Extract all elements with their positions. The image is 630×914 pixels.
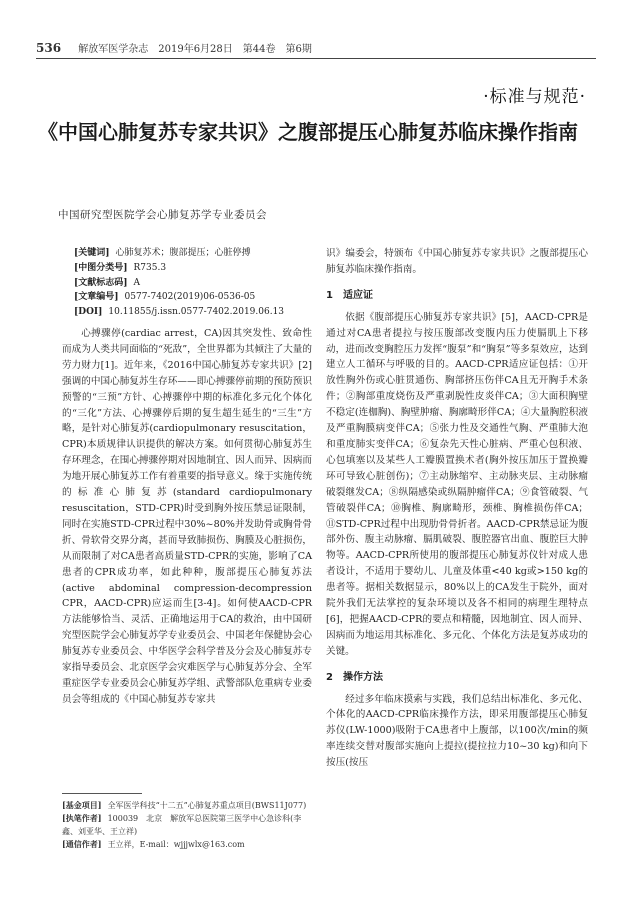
fund-note: [基金项目] 全军医学科技“十二五”心肺复苏重点项目(BWS11J077) [62, 800, 307, 810]
intro-paragraph: 心搏骤停(cardiac arrest，CA)因其突发性、致命性而成为人类共同面临的“死敌”，全世界都为其倾注了大量的劳力财力[1]。近年来，《2016中国心肺复苏专家共识》[2]强调的中国心肺复苏生存环——即心搏骤停前期的预防预识预警的“三预”方针、心搏骤停中期的标准化多元化个体化的“三化”方法、心搏骤停后期的复生超生延生的“三生”方略，是针对心肺复苏(cardiopulmonary resuscitation，CPR)本质规律认识提供的解决方案。如何贯彻心肺复苏生存环理念，在围心搏骤停期对因地制宜、因人而异、因病而为地开展心肺复苏工作有着重要的指导意义。缘于实施传统的标准心肺复苏(standard cardiopulmonary resuscitation，STD-CPR)时受到胸外按压禁忌证限制，同时在实施STD-CPR过程中30%~80%并发助骨或胸骨骨折、骨软骨交界分离，甚而导致肺损伤、胸膜及心脏损伤，从而限制了对CA患者高质量STD-CPR的实施，影响了CA患者的CPR成功率，如此种种，腹部提压心肺复苏法(active abdominal compression-decompression CPR，AACD-CPR)应运而生[3-4]。如何使AACD-CPR方法能够恰当、灵活、正确地运用于CA的救治，由中国研究型医院学会心肺复苏学专业委员会、中国老年保健协会心肺复苏专业委员会、中华医学会科学普及分会及心肺复苏专家指导委员会、北京医学会灾难医学与心肺复苏分会、全军重症医学专业委员会心肺复苏学组、武警部队危重病专业委员会等组成的《中国心肺复苏专家共 [62, 328, 312, 705]
author-group: 中国研究型医院学会心肺复苏学专业委员会 [58, 209, 267, 221]
body-column-left [62, 326, 312, 708]
methods-paragraph: 经过多年临床摸索与实践，我们总结出标准化、多元化、个体化的AACD-CPR临床操作方法，即采用腹部提压心肺复苏仪(LW-1000)吸附于CA患者中上腹部，以100次/min的频率连续交替对腹部实施向上提拉(提拉拉力10~30 kg)和向下按压(按压 [326, 693, 588, 769]
section-heading-indications: 1 适应证 [326, 289, 373, 301]
indications-paragraph: 依据《腹部提压心肺复苏专家共识》[5]，AACD-CPR是通过对CA患者提拉与按压腹部改变腹内压力使膈肌上下移动，进而改变胸腔压力发挥“腹泵”和“胸泵”等多泵效应，达到建立人工循环与呼吸的目的。AACD-CPR适应证包括：①开放性胸外伤或心脏贯通伤、胸部挤压伤伴CA且无开胸手术条件；②胸部重度烧伤及严重剥脱性皮炎伴CA；③大面积胸壁不稳定(连枷胸)、胸壁肿瘤、胸廓畸形伴CA；④大量胸腔积液及严重胸膜病变伴CA；⑤张力性及交通性气胸、严重肺大泡和重度肺实变伴CA；⑥复杂先天性心脏病、严重心包积液、心包填塞以及某些人工瓣膜置换术者(胸外按压加压于置换瓣环可导致心脏创伤)；⑦主动脉缩窄、主动脉夹层、主动脉瘤破裂继发CA；⑧纵隔感染或纵隔肿瘤伴CA；⑨食管破裂、气管破裂伴CA；⑩胸椎、胸廓畸形，颈椎、胸椎损伤伴CA；⑪STD-CPR过程中出现肋骨骨折者。AACD-CPR禁忌证为腹部外伤、腹主动脉瘤、膈肌破裂、腹腔器官出血、腹腔巨大肿物等。AACD-CPR所使用的腹部提压心肺复苏仪针对成人患者设计，不适用于婴幼儿、儿童及体重<40 kg或>150 kg的患者等。据相关数据显示，80%以上的CA发生于院外，面对院外我们无法掌控的复杂环境以及各不相同的病理生理特点[6]，把握AACD-CPR的要点和精髓，因地制宜、因人而异、因病而为地运用其标准化、多元化、个体化方法是复苏成功的关键。 [326, 311, 588, 657]
article-metadata [74, 246, 324, 320]
corresponding-author-note: [通信作者] 王立祥，E-mail：wjjjwlx@163.com [62, 839, 245, 849]
section-tag: ·标准与规范· [483, 87, 586, 107]
journal-info: 解放军医学杂志 2019年6月28日 第44卷 第6期 [78, 44, 312, 55]
article-id-row: [文章编号] 0577-7402(2019)06-0536-05 [74, 292, 256, 303]
body-column-right [326, 246, 588, 771]
footnotes [62, 793, 312, 851]
doc-code-row: [文献标志码] A [74, 277, 141, 288]
section-heading-methods: 2 操作方法 [326, 671, 383, 683]
keywords-row: [关键词] 心肺复苏术；腹部提压；心脏停搏 [74, 248, 251, 258]
header-rule [36, 58, 596, 59]
intro-continuation: 识》编委会，特颁布《中国心肺复苏专家共识》之腹部提压心肺复苏临床操作指南。 [326, 248, 588, 275]
clc-row: [中图分类号] R735.3 [74, 262, 167, 273]
running-header [36, 40, 312, 55]
footnote-rule [62, 793, 142, 794]
author-unit-note: [执笔作者] 100039 北京 解放军总医院第三医学中心急诊科(李鑫、刘亚华、王立祥) [62, 813, 302, 836]
doi-row: [DOI] 10.11855/j.issn.0577-7402.2019.06.13 [74, 307, 285, 318]
page-number: 536 [36, 41, 62, 55]
article-title: 《中国心肺复苏专家共识》之腹部提压心肺复苏临床操作指南 [38, 120, 578, 144]
